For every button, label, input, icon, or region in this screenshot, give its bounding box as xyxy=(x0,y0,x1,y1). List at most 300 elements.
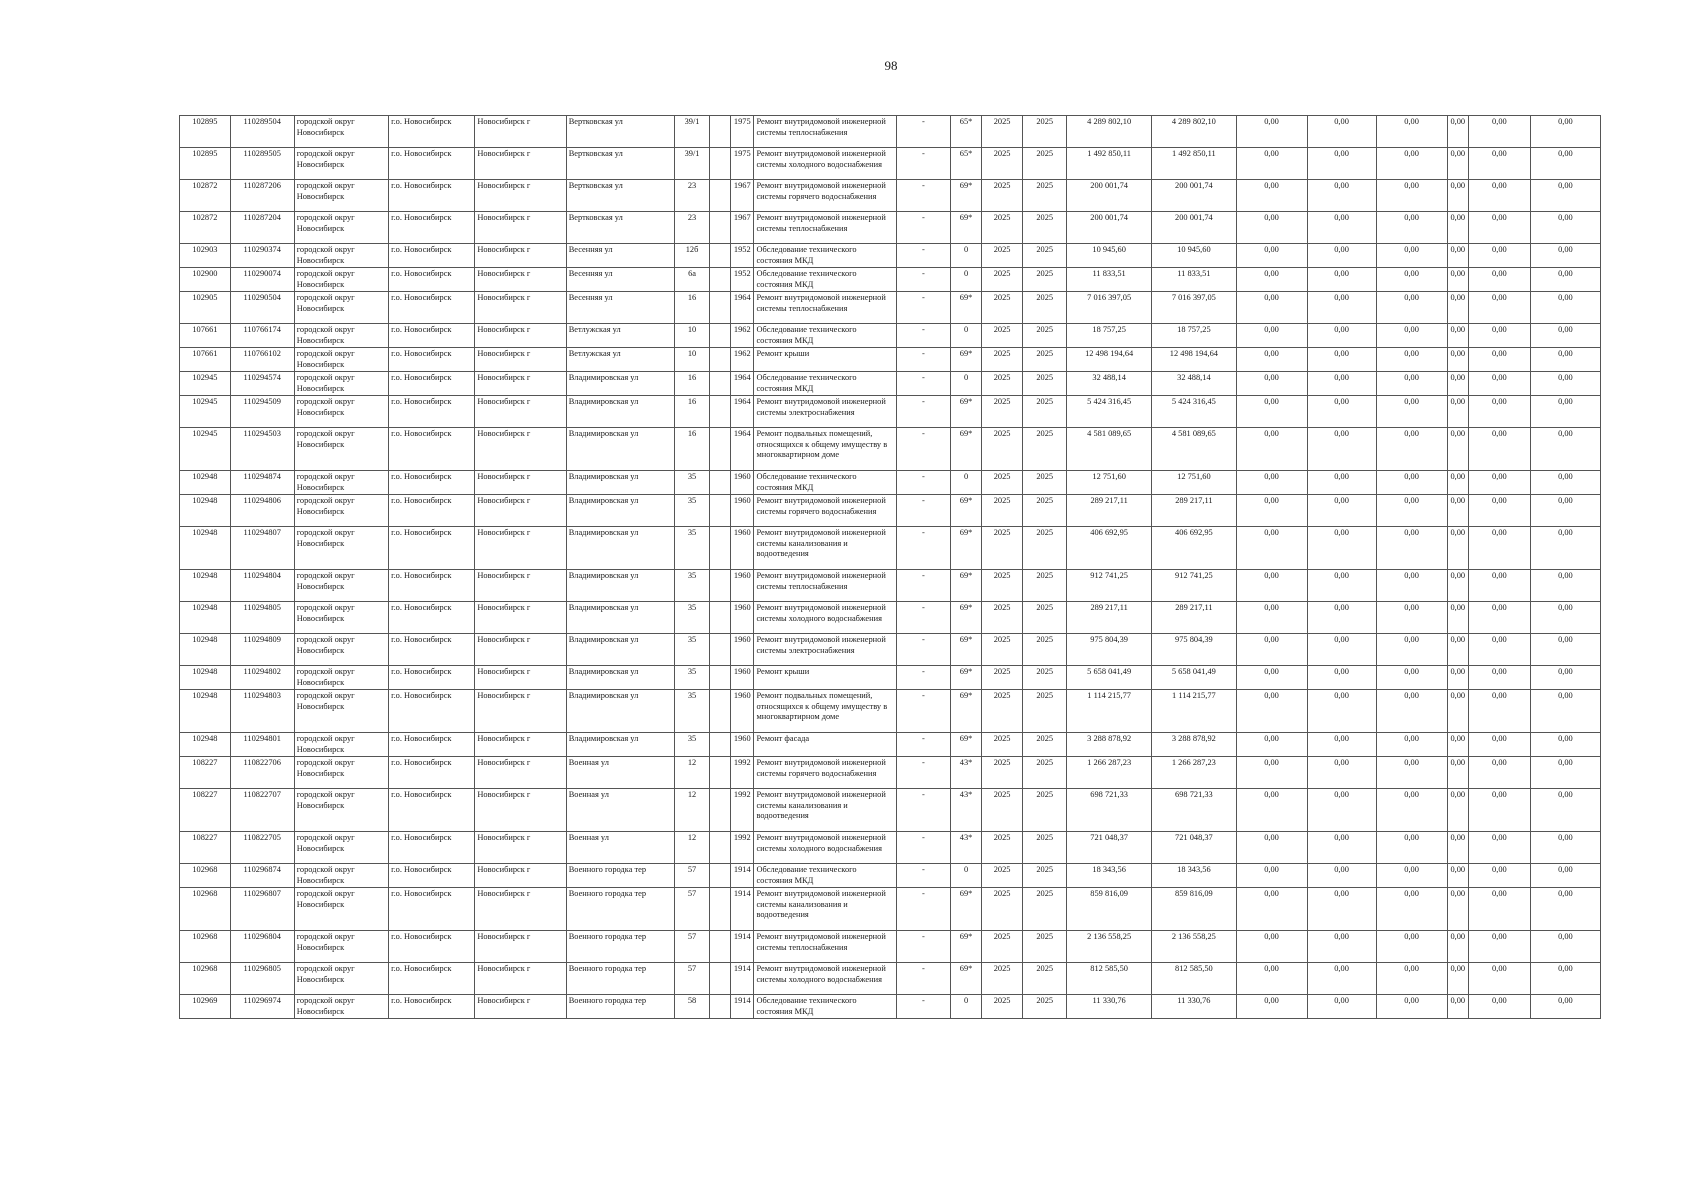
cost-cell: 0,00 xyxy=(1530,428,1600,471)
municipality-cell: городской округ Новосибирск xyxy=(294,324,388,348)
year-start-cell: 2025 xyxy=(981,864,1023,888)
cost-cell: 0,00 xyxy=(1447,180,1468,212)
house-id: 102872 xyxy=(180,212,231,244)
cost-cell: 0,00 xyxy=(1376,348,1447,372)
house-id: 102945 xyxy=(180,396,231,428)
cost-fund-cell: 4 581 089,65 xyxy=(1152,428,1236,471)
cost-cell: 0,00 xyxy=(1530,690,1600,733)
cost-cell: 0,00 xyxy=(1236,148,1307,180)
year-end-cell: 2025 xyxy=(1023,180,1067,212)
street-cell: Владимировская ул xyxy=(566,666,675,690)
wear-cell: 69* xyxy=(951,396,981,428)
cost-total-cell: 2 136 558,25 xyxy=(1067,931,1152,963)
cost-cell: 0,00 xyxy=(1307,116,1376,148)
cost-cell: 0,00 xyxy=(1530,212,1600,244)
street-cell: Владимировская ул xyxy=(566,690,675,733)
table-row xyxy=(180,268,1601,292)
year-cell: 1962 xyxy=(731,348,754,372)
cost-cell: 0,00 xyxy=(1376,471,1447,495)
municipality-short-cell: г.о. Новосибирск xyxy=(389,690,475,733)
year-end-cell: 2025 xyxy=(1023,666,1067,690)
house-number-cell: 35 xyxy=(675,634,710,666)
cost-cell: 0,00 xyxy=(1376,963,1447,995)
year-end-cell: 2025 xyxy=(1023,888,1067,931)
cost-cell: 0,00 xyxy=(1530,634,1600,666)
table-row xyxy=(180,495,1601,527)
cost-cell: 0,00 xyxy=(1530,180,1600,212)
cost-fund-cell: 1 266 287,23 xyxy=(1152,757,1236,789)
cost-cell: 0,00 xyxy=(1447,733,1468,757)
cost-cell: 0,00 xyxy=(1468,690,1530,733)
year-end-cell: 2025 xyxy=(1023,495,1067,527)
cost-cell: 0,00 xyxy=(1376,428,1447,471)
building-cell xyxy=(709,180,730,212)
cost-fund-cell: 2 136 558,25 xyxy=(1152,931,1236,963)
street-cell: Военная ул xyxy=(566,789,675,832)
dash-cell: - xyxy=(896,324,951,348)
house-id: 102968 xyxy=(180,888,231,931)
cost-fund-cell: 200 001,74 xyxy=(1152,180,1236,212)
house-number-cell: 16 xyxy=(675,396,710,428)
wear-cell: 69* xyxy=(951,690,981,733)
work-id: 110294805 xyxy=(230,602,294,634)
cost-cell: 0,00 xyxy=(1307,832,1376,864)
cost-cell: 0,00 xyxy=(1307,789,1376,832)
table-row xyxy=(180,864,1601,888)
municipality-short-cell: г.о. Новосибирск xyxy=(389,471,475,495)
municipality-short-cell: г.о. Новосибирск xyxy=(389,570,475,602)
wear-cell: 0 xyxy=(951,268,981,292)
table-row xyxy=(180,995,1601,1019)
cost-fund-cell: 18 757,25 xyxy=(1152,324,1236,348)
year-end-cell: 2025 xyxy=(1023,348,1067,372)
cost-cell: 0,00 xyxy=(1307,268,1376,292)
municipality-short-cell: г.о. Новосибирск xyxy=(389,963,475,995)
cost-cell: 0,00 xyxy=(1468,789,1530,832)
house-number-cell: 16 xyxy=(675,428,710,471)
house-number-cell: 39/1 xyxy=(675,148,710,180)
year-end-cell: 2025 xyxy=(1023,690,1067,733)
work-type-cell: Ремонт внутридомовой инженерной системы теплоснабжения xyxy=(754,570,896,602)
year-end-cell: 2025 xyxy=(1023,471,1067,495)
work-type-cell: Ремонт крыши xyxy=(754,348,896,372)
wear-cell: 0 xyxy=(951,471,981,495)
table-row xyxy=(180,931,1601,963)
cost-cell: 0,00 xyxy=(1376,888,1447,931)
cost-cell: 0,00 xyxy=(1468,733,1530,757)
year-start-cell: 2025 xyxy=(981,268,1023,292)
street-cell: Владимировская ул xyxy=(566,372,675,396)
cost-cell: 0,00 xyxy=(1530,931,1600,963)
cost-cell: 0,00 xyxy=(1468,396,1530,428)
year-cell: 1967 xyxy=(731,212,754,244)
municipality-cell: городской округ Новосибирск xyxy=(294,372,388,396)
work-id: 110294804 xyxy=(230,570,294,602)
cost-fund-cell: 5 424 316,45 xyxy=(1152,396,1236,428)
cost-cell: 0,00 xyxy=(1530,495,1600,527)
building-cell xyxy=(709,372,730,396)
cost-total-cell: 289 217,11 xyxy=(1067,602,1152,634)
cost-fund-cell: 406 692,95 xyxy=(1152,527,1236,570)
house-id: 108227 xyxy=(180,789,231,832)
cost-fund-cell: 721 048,37 xyxy=(1152,832,1236,864)
year-cell: 1952 xyxy=(731,268,754,292)
year-start-cell: 2025 xyxy=(981,602,1023,634)
municipality-short-cell: г.о. Новосибирск xyxy=(389,931,475,963)
building-cell xyxy=(709,995,730,1019)
house-number-cell: 35 xyxy=(675,471,710,495)
house-number-cell: 39/1 xyxy=(675,116,710,148)
cost-cell: 0,00 xyxy=(1236,666,1307,690)
year-cell: 1960 xyxy=(731,495,754,527)
year-cell: 1964 xyxy=(731,428,754,471)
page-number: 98 xyxy=(884,58,898,73)
cost-cell: 0,00 xyxy=(1236,864,1307,888)
house-id: 108227 xyxy=(180,832,231,864)
year-start-cell: 2025 xyxy=(981,666,1023,690)
year-cell: 1914 xyxy=(731,888,754,931)
street-cell: Владимировская ул xyxy=(566,733,675,757)
dash-cell: - xyxy=(896,268,951,292)
cost-total-cell: 10 945,60 xyxy=(1067,244,1152,268)
cost-cell: 0,00 xyxy=(1236,733,1307,757)
municipality-short-cell: г.о. Новосибирск xyxy=(389,888,475,931)
street-cell: Владимировская ул xyxy=(566,634,675,666)
work-id: 110294574 xyxy=(230,372,294,396)
work-type-cell: Ремонт внутридомовой инженерной системы теплоснабжения xyxy=(754,212,896,244)
cost-cell: 0,00 xyxy=(1307,602,1376,634)
house-id: 102945 xyxy=(180,372,231,396)
cost-fund-cell: 812 585,50 xyxy=(1152,963,1236,995)
municipality-cell: городской округ Новосибирск xyxy=(294,495,388,527)
municipality-cell: городской округ Новосибирск xyxy=(294,348,388,372)
street-cell: Ветлужская ул xyxy=(566,324,675,348)
year-end-cell: 2025 xyxy=(1023,372,1067,396)
city-cell: Новосибирск г xyxy=(475,995,566,1019)
cost-cell: 0,00 xyxy=(1307,864,1376,888)
city-cell: Новосибирск г xyxy=(475,116,566,148)
cost-cell: 0,00 xyxy=(1468,634,1530,666)
cost-cell: 0,00 xyxy=(1468,372,1530,396)
year-cell: 1964 xyxy=(731,372,754,396)
city-cell: Новосибирск г xyxy=(475,428,566,471)
municipality-short-cell: г.о. Новосибирск xyxy=(389,268,475,292)
municipality-short-cell: г.о. Новосибирск xyxy=(389,527,475,570)
cost-fund-cell: 5 658 041,49 xyxy=(1152,666,1236,690)
work-id: 110294509 xyxy=(230,396,294,428)
wear-cell: 0 xyxy=(951,372,981,396)
cost-cell: 0,00 xyxy=(1447,324,1468,348)
cost-total-cell: 406 692,95 xyxy=(1067,527,1152,570)
municipality-cell: городской округ Новосибирск xyxy=(294,963,388,995)
dash-cell: - xyxy=(896,244,951,268)
cost-cell: 0,00 xyxy=(1376,995,1447,1019)
street-cell: Владимировская ул xyxy=(566,495,675,527)
year-start-cell: 2025 xyxy=(981,348,1023,372)
cost-cell: 0,00 xyxy=(1307,471,1376,495)
work-type-cell: Ремонт внутридомовой инженерной системы горячего водоснабжения xyxy=(754,495,896,527)
street-cell: Военного городка тер xyxy=(566,963,675,995)
house-number-cell: 35 xyxy=(675,666,710,690)
municipality-short-cell: г.о. Новосибирск xyxy=(389,244,475,268)
building-cell xyxy=(709,348,730,372)
city-cell: Новосибирск г xyxy=(475,963,566,995)
cost-cell: 0,00 xyxy=(1307,963,1376,995)
wear-cell: 69* xyxy=(951,428,981,471)
house-id: 102948 xyxy=(180,471,231,495)
wear-cell: 0 xyxy=(951,324,981,348)
house-id: 102895 xyxy=(180,116,231,148)
year-cell: 1992 xyxy=(731,757,754,789)
cost-cell: 0,00 xyxy=(1307,212,1376,244)
table-row xyxy=(180,527,1601,570)
dash-cell: - xyxy=(896,888,951,931)
house-id: 102872 xyxy=(180,180,231,212)
cost-fund-cell: 200 001,74 xyxy=(1152,212,1236,244)
cost-total-cell: 11 330,76 xyxy=(1067,995,1152,1019)
table-row xyxy=(180,832,1601,864)
municipality-short-cell: г.о. Новосибирск xyxy=(389,995,475,1019)
dash-cell: - xyxy=(896,471,951,495)
year-start-cell: 2025 xyxy=(981,634,1023,666)
cost-cell: 0,00 xyxy=(1376,789,1447,832)
cost-total-cell: 5 658 041,49 xyxy=(1067,666,1152,690)
cost-cell: 0,00 xyxy=(1447,864,1468,888)
house-number-cell: 35 xyxy=(675,527,710,570)
year-start-cell: 2025 xyxy=(981,116,1023,148)
municipality-cell: городской округ Новосибирск xyxy=(294,690,388,733)
street-cell: Владимировская ул xyxy=(566,396,675,428)
cost-total-cell: 698 721,33 xyxy=(1067,789,1152,832)
city-cell: Новосибирск г xyxy=(475,471,566,495)
cost-cell: 0,00 xyxy=(1447,963,1468,995)
wear-cell: 43* xyxy=(951,757,981,789)
house-id: 102948 xyxy=(180,666,231,690)
work-type-cell: Ремонт фасада xyxy=(754,733,896,757)
cost-cell: 0,00 xyxy=(1236,116,1307,148)
wear-cell: 69* xyxy=(951,292,981,324)
cost-cell: 0,00 xyxy=(1447,212,1468,244)
work-type-cell: Ремонт внутридомовой инженерной системы холодного водоснабжения xyxy=(754,963,896,995)
cost-cell: 0,00 xyxy=(1236,527,1307,570)
wear-cell: 69* xyxy=(951,963,981,995)
building-cell xyxy=(709,666,730,690)
work-id: 110822706 xyxy=(230,757,294,789)
cost-total-cell: 200 001,74 xyxy=(1067,180,1152,212)
municipality-cell: городской округ Новосибирск xyxy=(294,789,388,832)
municipality-cell: городской округ Новосибирск xyxy=(294,602,388,634)
building-cell xyxy=(709,570,730,602)
cost-total-cell: 3 288 878,92 xyxy=(1067,733,1152,757)
cost-cell: 0,00 xyxy=(1236,634,1307,666)
work-id: 110296804 xyxy=(230,931,294,963)
street-cell: Владимировская ул xyxy=(566,471,675,495)
house-number-cell: 6а xyxy=(675,268,710,292)
house-id: 102968 xyxy=(180,931,231,963)
wear-cell: 43* xyxy=(951,832,981,864)
house-number-cell: 10 xyxy=(675,324,710,348)
cost-cell: 0,00 xyxy=(1376,690,1447,733)
wear-cell: 0 xyxy=(951,995,981,1019)
cost-cell: 0,00 xyxy=(1236,888,1307,931)
city-cell: Новосибирск г xyxy=(475,789,566,832)
year-start-cell: 2025 xyxy=(981,396,1023,428)
house-id: 102903 xyxy=(180,244,231,268)
cost-total-cell: 4 289 802,10 xyxy=(1067,116,1152,148)
dash-cell: - xyxy=(896,789,951,832)
year-start-cell: 2025 xyxy=(981,244,1023,268)
street-cell: Военного городка тер xyxy=(566,888,675,931)
year-cell: 1914 xyxy=(731,995,754,1019)
dash-cell: - xyxy=(896,116,951,148)
dash-cell: - xyxy=(896,292,951,324)
work-id: 110296874 xyxy=(230,864,294,888)
cost-cell: 0,00 xyxy=(1468,212,1530,244)
cost-cell: 0,00 xyxy=(1468,495,1530,527)
work-type-cell: Ремонт внутридомовой инженерной системы холодного водоснабжения xyxy=(754,602,896,634)
city-cell: Новосибирск г xyxy=(475,292,566,324)
year-start-cell: 2025 xyxy=(981,527,1023,570)
work-type-cell: Ремонт внутридомовой инженерной системы теплоснабжения xyxy=(754,292,896,324)
year-end-cell: 2025 xyxy=(1023,570,1067,602)
house-id: 102969 xyxy=(180,995,231,1019)
house-id: 102900 xyxy=(180,268,231,292)
cost-cell: 0,00 xyxy=(1307,733,1376,757)
building-cell xyxy=(709,733,730,757)
cost-cell: 0,00 xyxy=(1307,690,1376,733)
street-cell: Военного городка тер xyxy=(566,995,675,1019)
building-cell xyxy=(709,757,730,789)
cost-total-cell: 912 741,25 xyxy=(1067,570,1152,602)
house-number-cell: 35 xyxy=(675,690,710,733)
street-cell: Вертковская ул xyxy=(566,180,675,212)
cost-cell: 0,00 xyxy=(1447,292,1468,324)
cost-cell: 0,00 xyxy=(1307,931,1376,963)
cost-cell: 0,00 xyxy=(1447,148,1468,180)
dash-cell: - xyxy=(896,212,951,244)
dash-cell: - xyxy=(896,666,951,690)
cost-cell: 0,00 xyxy=(1307,634,1376,666)
cost-fund-cell: 18 343,56 xyxy=(1152,864,1236,888)
cost-total-cell: 12 751,60 xyxy=(1067,471,1152,495)
work-type-cell: Обследование технического состояния МКД xyxy=(754,244,896,268)
year-cell: 1992 xyxy=(731,789,754,832)
year-start-cell: 2025 xyxy=(981,212,1023,244)
dash-cell: - xyxy=(896,864,951,888)
cost-cell: 0,00 xyxy=(1376,495,1447,527)
dash-cell: - xyxy=(896,372,951,396)
work-type-cell: Обследование технического состояния МКД xyxy=(754,995,896,1019)
year-end-cell: 2025 xyxy=(1023,602,1067,634)
year-start-cell: 2025 xyxy=(981,495,1023,527)
cost-cell: 0,00 xyxy=(1236,292,1307,324)
cost-cell: 0,00 xyxy=(1376,244,1447,268)
municipality-cell: городской округ Новосибирск xyxy=(294,864,388,888)
table-row xyxy=(180,372,1601,396)
work-id: 110822707 xyxy=(230,789,294,832)
dash-cell: - xyxy=(896,148,951,180)
municipality-cell: городской округ Новосибирск xyxy=(294,757,388,789)
cost-cell: 0,00 xyxy=(1236,324,1307,348)
cost-cell: 0,00 xyxy=(1236,757,1307,789)
dash-cell: - xyxy=(896,570,951,602)
year-cell: 1960 xyxy=(731,690,754,733)
work-id: 110766102 xyxy=(230,348,294,372)
street-cell: Военная ул xyxy=(566,832,675,864)
cost-cell: 0,00 xyxy=(1307,396,1376,428)
cost-cell: 0,00 xyxy=(1376,324,1447,348)
dash-cell: - xyxy=(896,180,951,212)
wear-cell: 69* xyxy=(951,931,981,963)
dash-cell: - xyxy=(896,634,951,666)
dash-cell: - xyxy=(896,931,951,963)
work-id: 110296807 xyxy=(230,888,294,931)
cost-cell: 0,00 xyxy=(1530,832,1600,864)
building-cell xyxy=(709,116,730,148)
cost-fund-cell: 975 804,39 xyxy=(1152,634,1236,666)
work-id: 110294807 xyxy=(230,527,294,570)
year-cell: 1975 xyxy=(731,116,754,148)
municipality-cell: городской округ Новосибирск xyxy=(294,116,388,148)
year-cell: 1960 xyxy=(731,666,754,690)
cost-cell: 0,00 xyxy=(1447,348,1468,372)
municipality-short-cell: г.о. Новосибирск xyxy=(389,495,475,527)
cost-fund-cell: 11 833,51 xyxy=(1152,268,1236,292)
cost-cell: 0,00 xyxy=(1236,495,1307,527)
capital-repair-register-table xyxy=(179,115,1601,1019)
cost-cell: 0,00 xyxy=(1376,666,1447,690)
municipality-short-cell: г.о. Новосибирск xyxy=(389,348,475,372)
work-type-cell: Обследование технического состояния МКД xyxy=(754,324,896,348)
street-cell: Военная ул xyxy=(566,757,675,789)
street-cell: Владимировская ул xyxy=(566,428,675,471)
cost-total-cell: 4 581 089,65 xyxy=(1067,428,1152,471)
cost-cell: 0,00 xyxy=(1468,995,1530,1019)
year-start-cell: 2025 xyxy=(981,570,1023,602)
street-cell: Вертковская ул xyxy=(566,116,675,148)
municipality-short-cell: г.о. Новосибирск xyxy=(389,666,475,690)
year-end-cell: 2025 xyxy=(1023,789,1067,832)
wear-cell: 69* xyxy=(951,495,981,527)
cost-cell: 0,00 xyxy=(1530,888,1600,931)
work-type-cell: Ремонт подвальных помещений, относящихся к общему имуществу в многоквартирном доме xyxy=(754,690,896,733)
house-id: 108227 xyxy=(180,757,231,789)
year-start-cell: 2025 xyxy=(981,733,1023,757)
year-end-cell: 2025 xyxy=(1023,148,1067,180)
cost-fund-cell: 3 288 878,92 xyxy=(1152,733,1236,757)
cost-cell: 0,00 xyxy=(1376,757,1447,789)
building-cell xyxy=(709,634,730,666)
house-number-cell: 58 xyxy=(675,995,710,1019)
street-cell: Военного городка тер xyxy=(566,931,675,963)
house-id: 102948 xyxy=(180,602,231,634)
cost-fund-cell: 1 492 850,11 xyxy=(1152,148,1236,180)
municipality-short-cell: г.о. Новосибирск xyxy=(389,324,475,348)
table-row xyxy=(180,148,1601,180)
house-id: 107661 xyxy=(180,324,231,348)
cost-cell: 0,00 xyxy=(1530,757,1600,789)
cost-cell: 0,00 xyxy=(1468,527,1530,570)
year-cell: 1914 xyxy=(731,963,754,995)
street-cell: Владимировская ул xyxy=(566,527,675,570)
municipality-cell: городской округ Новосибирск xyxy=(294,396,388,428)
house-id: 102905 xyxy=(180,292,231,324)
city-cell: Новосибирск г xyxy=(475,634,566,666)
work-type-cell: Ремонт внутридомовой инженерной системы канализования и водоотведения xyxy=(754,888,896,931)
house-number-cell: 35 xyxy=(675,570,710,602)
house-number-cell: 35 xyxy=(675,602,710,634)
cost-cell: 0,00 xyxy=(1530,527,1600,570)
